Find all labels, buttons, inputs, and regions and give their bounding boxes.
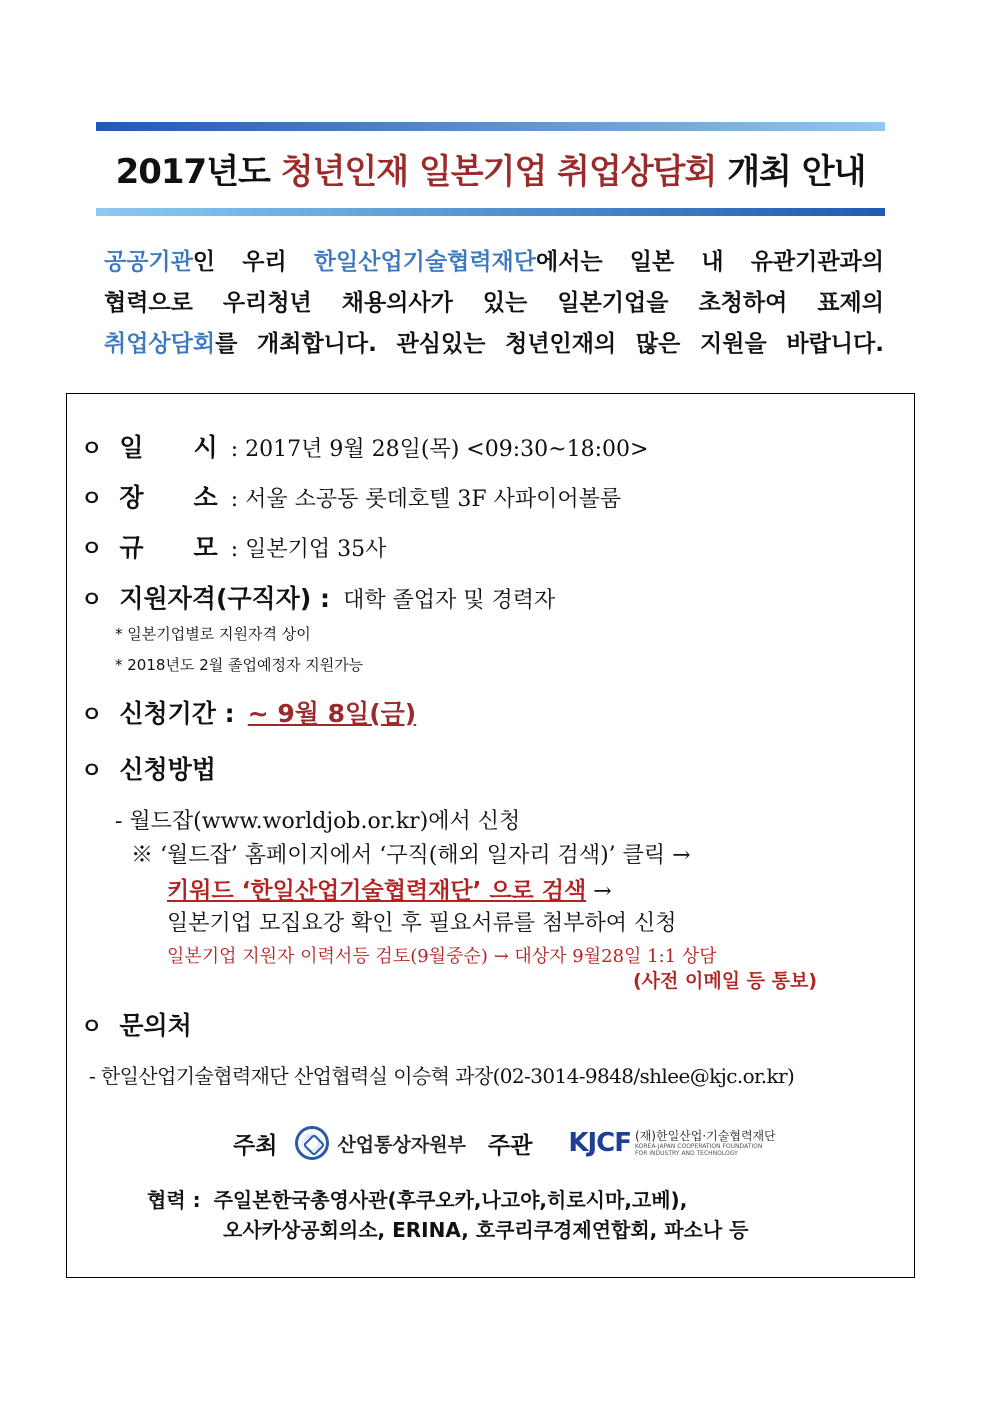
period-value: ~ 9월 8일(금): [247, 699, 417, 728]
cooperation-line-1: 주일본한국총영사관(후쿠오카,나고야,히로시마,고베),: [213, 1188, 688, 1212]
qualification-row: [81, 579, 555, 615]
kjcf-logo-mark: KJCF: [568, 1128, 632, 1158]
date-row: [81, 428, 648, 464]
kjcf-en-2: FOR INDUSTRY AND TECHNOLOGY: [635, 1149, 738, 1157]
kjcf-logo-text: [635, 1130, 776, 1157]
method-line-3: [167, 872, 612, 905]
method-arrow: →: [586, 879, 612, 904]
bullet-icon: ㅇ: [81, 759, 103, 784]
intro-paragraph: [104, 242, 884, 365]
qualification-label: 지원자격(구직자) :: [119, 584, 330, 613]
host-org: 산업통상자원부: [337, 1133, 466, 1156]
intro-line-1: 공공기관인 우리 한일산업기술협력재단에서는 일본 내 유관기관과의: [104, 249, 884, 275]
contact-row: [81, 1006, 192, 1042]
scale-row: [81, 528, 386, 564]
kjcf-name: (재)한일산업·기술협력재단: [635, 1128, 776, 1143]
qualification-note-1: * 일본기업별로 지원자격 상이: [115, 625, 311, 643]
period-label: 신청기간 :: [119, 699, 235, 728]
place-value: : 서울 소공동 롯데호텔 3F 사파이어볼룸: [230, 487, 622, 512]
government-emblem-icon: [295, 1126, 329, 1160]
bullet-icon: ㅇ: [81, 487, 103, 512]
qualification-value: 대학 졸업자 및 경력자: [343, 588, 556, 613]
bullet-icon: ㅇ: [81, 703, 103, 728]
method-line-1: - 월드잡(www.worldjob.or.kr)에서 신청: [115, 809, 521, 834]
bullet-icon: ㅇ: [81, 1015, 103, 1040]
cooperation-label: 협력 :: [147, 1188, 201, 1212]
contact-value: - 한일산업기술협력재단 산업협력실 이승혁 과장(02-3014-9848/shlee@kjc.or.kr): [89, 1064, 795, 1088]
info-box: [66, 393, 915, 1278]
period-row: [81, 694, 416, 730]
title-bar-top: [96, 122, 885, 131]
method-line-6: (사전 이메일 등 통보): [633, 970, 818, 992]
bullet-icon: ㅇ: [81, 588, 103, 613]
date-label: 일 시: [119, 433, 218, 462]
date-value: : 2017년 9월 28일(목) <09:30~18:00>: [230, 437, 649, 462]
qualification-note-2: * 2018년도 2월 졸업예정자 지원가능: [115, 656, 364, 674]
bullet-icon: ㅇ: [81, 437, 103, 462]
place-row: [81, 478, 621, 514]
method-line-4: 일본기업 모집요강 확인 후 필요서류를 첨부하여 신청: [167, 911, 677, 936]
intro-line-2: 협력으로 우리청년 채용의사가 있는 일본기업을 초청하여 표제의: [104, 290, 884, 316]
scale-label: 규 모: [119, 533, 218, 562]
page-title: 2017년도 청년인재 일본기업 취업상담회 개최 안내: [115, 152, 866, 192]
cooperation-line-2: 오사카상공회의소, ERINA, 호쿠리쿠경제연합회, 파소나 등: [223, 1218, 749, 1242]
host-row: [233, 1126, 776, 1160]
title-bar-bottom: [96, 208, 885, 216]
host-label: 주최: [233, 1132, 278, 1159]
cooperation-row: [147, 1184, 687, 1213]
kjcf-en-1: KOREA-JAPAN COOPERATION FOUNDATION: [635, 1142, 763, 1150]
contact-label: 문의처: [119, 1011, 192, 1040]
method-row: [81, 750, 216, 786]
method-label: 신청방법: [119, 755, 216, 784]
bullet-icon: ㅇ: [81, 537, 103, 562]
method-line-5: 일본기업 지원자 이력서등 검토(9월중순) → 대상자 9월28일 1:1 상담: [167, 946, 717, 967]
method-line-2: ※ ‘월드잡’ 홈페이지에서 ‘구직(해외 일자리 검색)’ 클릭 →: [131, 843, 691, 868]
method-keyword: 키워드 ‘한일산업기술협력재단’ 으로 검색: [167, 878, 587, 904]
intro-line-3: 취업상담회를 개최합니다. 관심있는 청년인재의 많은 지원을 바랍니다.: [104, 331, 884, 357]
organizer-label: 주관: [487, 1132, 533, 1159]
place-label: 장 소: [119, 483, 218, 512]
scale-value: : 일본기업 35사: [230, 537, 387, 562]
